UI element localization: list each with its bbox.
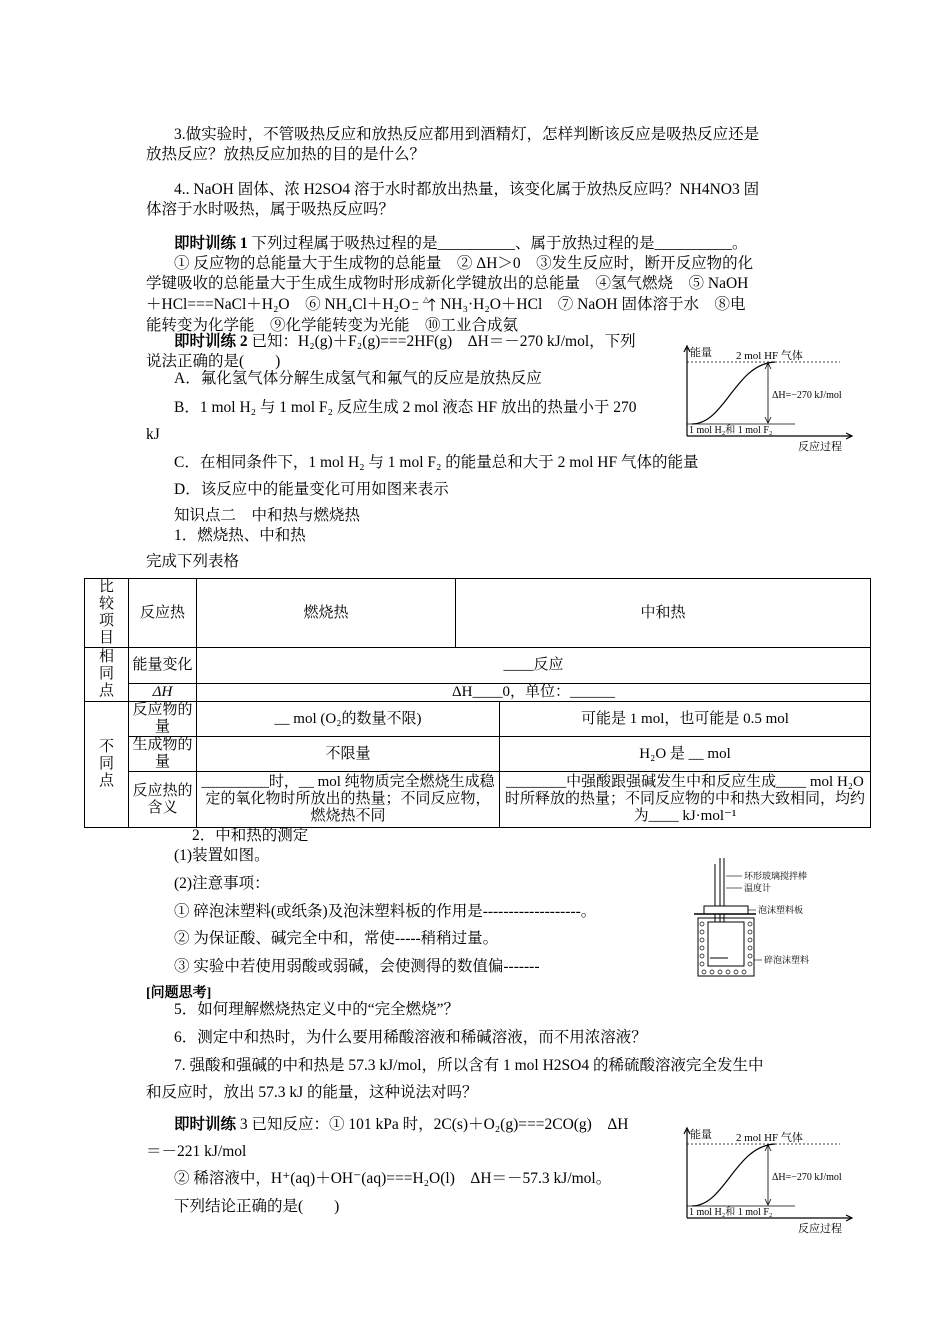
- exercise-3-title: 即时训练: [174, 1116, 237, 1133]
- energy-y-label: 能量: [690, 347, 712, 359]
- exercise-2-stem2: 说法正确的是( ): [146, 353, 281, 370]
- exercise-1-stem: [174, 234, 748, 254]
- energy-bottom-label: 1 mol H₂和 1 mol F₂: [689, 425, 773, 436]
- cell-diff: 不同点: [85, 702, 129, 828]
- measure-title: 2．中和热的测定: [192, 827, 309, 844]
- exercise-2-question: 已知：H₂(g)＋F₂(g)===2HF(g) ΔH＝－270 kJ/mol，下列: [251, 333, 636, 350]
- exercise-2-option-c: C．在相同条件下，1 mol H₂ 与 1 mol F₂ 的能量总和大于 2 mol HF 气体的能量: [174, 454, 699, 471]
- exercise-1-line3: 学键吸收的总能量大于生成生成物时形成新化学键放出的总能量 ④氢气燃烧 ⑤ NaOH: [146, 275, 749, 292]
- exercise-1-line2: ① 反应物的总能量大于生成物的总能量 ② ΔH＞0 ③发生反应时，断开反应物的化: [174, 255, 754, 272]
- calorimeter-figure: [690, 856, 850, 980]
- energy-top-label: 2 mol HF 气体: [736, 350, 803, 362]
- think-q5: 5．如何理解燃烧热定义中的“完全燃烧”？: [174, 1001, 460, 1018]
- table-row-reactant: [85, 702, 871, 737]
- apparatus-board-label: 泡沫塑料板: [758, 905, 804, 915]
- exercise-1-line4-a: ＋HCl===NaCl＋H₂O ⑥ NH₄Cl＋H₂O: [146, 296, 411, 313]
- exercise-1-title: 即时训练 1: [174, 235, 248, 252]
- cell-compare-item: 比较项目: [85, 579, 129, 648]
- q3-line2: 放热反应？放热反应加热的目的是什么？: [146, 146, 426, 163]
- cell-reaction-heat: 反应热: [129, 579, 197, 648]
- svg-text:⇀: ⇀: [412, 305, 419, 315]
- exercise-2-option-d: D．该反应中的能量变化可用如图来表示: [174, 481, 449, 498]
- exercise-2-option-b-cont: kJ: [146, 426, 160, 443]
- energy2-bottom-label: 1 mol H₂和 1 mol F₂: [689, 1207, 773, 1218]
- cell-reactant-amount: 反应物的量: [129, 702, 197, 737]
- cell-meaning: 反应热的含义: [129, 772, 197, 828]
- q4-line1: 4.. NaOH 固体、浓 H2SO4 溶于水时都放出热量，该变化属于放热反应吗？NH4NO3 固: [174, 181, 760, 198]
- exercise-1-line4: [146, 295, 745, 315]
- energy2-x-label: 反应过程: [798, 1223, 842, 1235]
- q4-line2: 体溶于水时吸热，属于吸热反应吗？: [146, 201, 395, 218]
- table-header-row: [85, 579, 871, 648]
- think-q7-line2: 和反应时，放出 57.3 kJ 的能量，这种说法对吗？: [146, 1084, 478, 1101]
- knowledge-point-2-sub1: 1．燃烧热、中和热: [174, 527, 306, 544]
- exercise-3-question: 已知反应：① 101 kPa 时，2C(s)＋O₂(g)===2CO(g) ΔH: [251, 1116, 629, 1133]
- exercise-3-reaction-2: ② 稀溶液中，H⁺(aq)＋OH⁻(aq)===H₂O(l) ΔH＝－57.3 kJ/mol。: [174, 1170, 612, 1187]
- measure-note-1: ① 碎泡沫塑料(或纸条)及泡沫塑料板的作用是-------------------。: [174, 903, 597, 920]
- energy-diagram-1: [680, 342, 860, 454]
- exercise-3-ask: 下列结论正确的是( ): [174, 1198, 340, 1215]
- exercise-1-line5: 能转变为化学能 ⑨化学能转变为光能 ⑩工业合成氨: [146, 317, 519, 334]
- cell-dh-blank: ΔH____0，单位：______: [197, 684, 871, 702]
- exercise-3-num: 3: [239, 1116, 248, 1133]
- cell-meaning-neutralization: ________中强酸跟强碱发生中和反应生成____ mol H₂O 时所释放的热量；不同反应物的中和热大致相同，均约为____ kJ·mol⁻¹: [500, 772, 871, 828]
- cell-dh-label: ΔH: [129, 684, 197, 702]
- exercise-2-title: 即时训练 2: [174, 333, 248, 350]
- table-instruction: 完成下列表格: [146, 553, 240, 570]
- svg-text:↽: ↽: [412, 298, 419, 308]
- measure-p1: (1)装置如图。: [174, 847, 270, 864]
- exercise-2-option-a: A．氟化氢气体分解生成氢气和氟气的反应是放热反应: [174, 370, 542, 387]
- energy2-y-label: 能量: [690, 1129, 712, 1141]
- cell-meaning-combustion: _________时，__ mol 纯物质完全燃烧生成稳定的氧化物时所放出的热量；不同反应物，燃烧热不同: [197, 772, 500, 828]
- measure-note-2: ② 为保证酸、碱完全中和，常使-----稍稍过量。: [174, 930, 499, 947]
- energy-diagram-2: [680, 1124, 860, 1236]
- table-row-dh: [85, 684, 871, 702]
- exercise-1-question: 下列过程属于吸热过程的是__________、属于放热过程的是__________。: [251, 235, 748, 252]
- measure-p2: (2)注意事项：: [174, 875, 270, 892]
- exercise-2-stem: [174, 332, 636, 352]
- exercise-3-stem: [174, 1115, 629, 1135]
- cell-combustion-header: 燃烧热: [197, 579, 456, 648]
- exercise-2-option-b: B．1 mol H₂ 与 1 mol F₂ 反应生成 2 mol 液态 HF 放出的热量小于 270: [174, 399, 637, 416]
- energy2-top-label: 2 mol HF 气体: [736, 1132, 803, 1144]
- table-row-meaning: [85, 772, 871, 828]
- cell-neutralization-header: 中和热: [456, 579, 871, 648]
- cell-product-amount: 生成物的量: [129, 737, 197, 772]
- apparatus-thermometer-label: 温度计: [744, 883, 772, 893]
- equilibrium-arrow-icon: [410, 296, 440, 314]
- energy-dh-label: ΔH=−270 kJ/mol: [772, 390, 842, 401]
- cell-energy-blank: ____反应: [197, 648, 871, 684]
- q3-line1: 3.做实验时，不管吸热反应和放热反应都用到酒精灯，怎样判断该反应是吸热反应还是: [174, 126, 760, 143]
- comparison-table: [84, 578, 871, 828]
- apparatus-foam-label: 碎泡沫塑料: [764, 955, 810, 965]
- svg-text:△: △: [423, 296, 430, 305]
- knowledge-point-2-title: 知识点二 中和热与燃烧热: [174, 507, 361, 524]
- cell-reactant-combustion: __ mol (O₂的数量不限): [197, 702, 500, 737]
- measure-note-3: ③ 实验中若使用弱酸或弱碱，会使测得的数值偏-------: [174, 958, 540, 975]
- cell-energy-change: 能量变化: [129, 648, 197, 684]
- table-row-product: [85, 737, 871, 772]
- think-q7-line1: 7. 强酸和强碱的中和热是 57.3 kJ/mol，所以含有 1 mol H2SO4 的稀硫酸溶液完全发生中: [174, 1057, 764, 1074]
- cell-reactant-neutralization: 可能是 1 mol，也可能是 0.5 mol: [500, 702, 871, 737]
- exercise-3-stem2: ＝－221 kJ/mol: [146, 1143, 247, 1160]
- think-title: [问题思考]: [146, 986, 212, 1001]
- energy2-dh-label: ΔH=−270 kJ/mol: [772, 1172, 842, 1183]
- cell-same: 相同点: [85, 648, 129, 702]
- exercise-1-line4-b: NH₃·H₂O＋HCl ⑦ NaOH 固体溶于水 ⑧电: [440, 296, 746, 313]
- cell-product-combustion: 不限量: [197, 737, 500, 772]
- table-row-energy: [85, 648, 871, 684]
- apparatus-stirrer-label: 环形玻璃搅拌棒: [744, 871, 808, 881]
- cell-product-neutralization: H₂O 是 __ mol: [500, 737, 871, 772]
- think-q6: 6．测定中和热时，为什么要用稀酸溶液和稀碱溶液，而不用浓溶液？: [174, 1029, 647, 1046]
- energy-x-label: 反应过程: [798, 441, 842, 453]
